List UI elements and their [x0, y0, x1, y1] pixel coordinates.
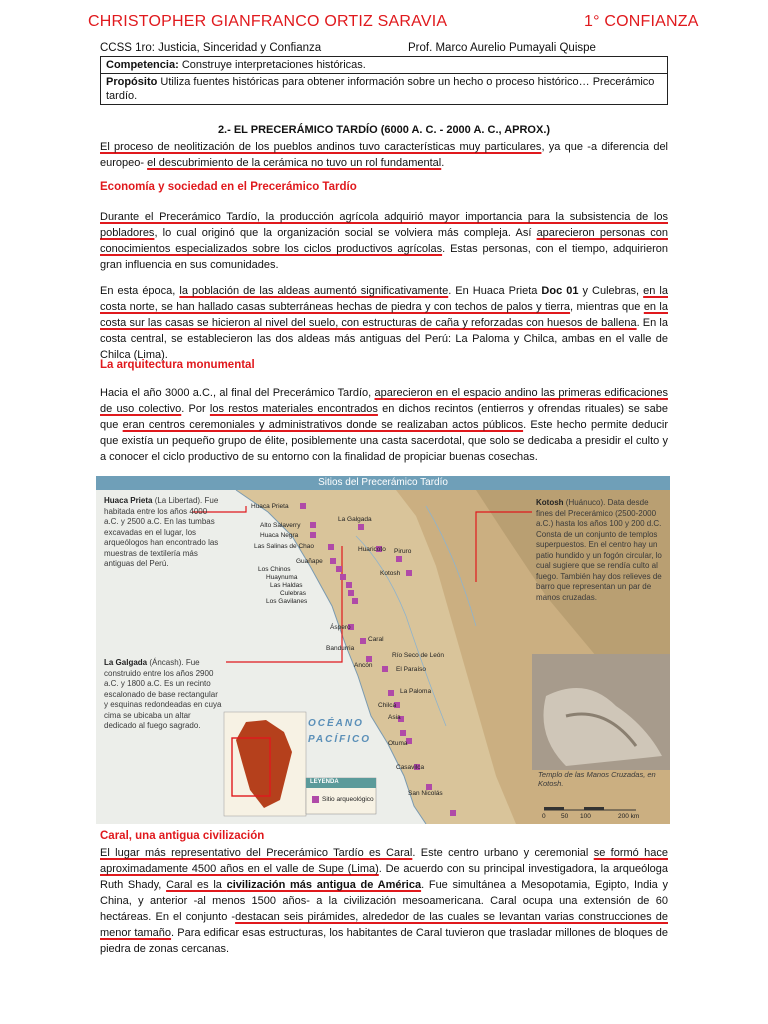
arch-text-3: en dichos recintos (entierros y ofrendas rituales) se sabe que	[100, 403, 668, 431]
economy-text-1: , lo cual originó que la organización social se volviera más compleja. Así	[154, 227, 537, 239]
scale-100: 100	[580, 813, 591, 820]
la-galgada-region: (Áncash).	[147, 658, 184, 667]
site-label: El Paraíso	[396, 666, 426, 673]
architecture-heading: La arquitectura monumental	[100, 359, 255, 371]
arch-text-2: . Por	[181, 403, 210, 415]
economy-text-4: . En Huaca Prieta	[448, 285, 542, 297]
caral-highlight-1: El lugar más representativo del Precerámico Tardío es Caral	[100, 847, 413, 859]
competence-box	[100, 56, 668, 105]
site-label: Culebras	[280, 590, 307, 597]
purpose-text: Utiliza fuentes históricas para obtener información sobre un hecho o proceso histórico… Precerámico tardío.	[106, 76, 655, 102]
intro-highlight-1: El proceso de neolitización de los pueblos andinos tuvo características muy particulares	[100, 141, 542, 153]
site-label: Asia	[388, 714, 401, 721]
teacher-label: Prof. Marco Aurelio Pumayali Quispe	[408, 42, 596, 54]
legend-title: LEYENDA	[310, 779, 339, 785]
economy-highlight-3: la población de las aldeas aumentó significativamente	[179, 285, 449, 297]
caral-text-1: . Este centro urbano y ceremonial	[412, 847, 594, 859]
section-title: 2.- EL PRECERÁMICO TARDÍO (6000 A. C. - 2000 A. C., APROX.)	[217, 124, 551, 136]
economy-heading: Economía y sociedad en el Precerámico Tardío	[100, 181, 357, 193]
economy-text-5: y Culebras,	[578, 285, 644, 297]
huaca-prieta-note	[104, 496, 224, 570]
economy-paragraph-2	[100, 283, 668, 363]
economy-text-2: . Estas personas, con el tiempo, adquirieron gran influencia en sus comunidades.	[100, 243, 668, 271]
caral-text-3: . Fue simultánea a Mesopotamia, Egipto, India y China, y anterior -al menos 1500 años- a la civilización mesoamericana. Caral ocupa una extensión de 60 hectáreas. En el conjunto -	[100, 879, 668, 923]
huaca-prieta-name: Huaca Prieta	[104, 496, 153, 505]
kotosh-region: (Huánuco).	[563, 498, 606, 507]
site-label: Kotosh	[380, 570, 401, 577]
scale-0: 0	[542, 813, 546, 820]
caral-highlight-4: civilización más antigua de América	[226, 879, 422, 891]
purpose-label: Propósito	[106, 76, 158, 88]
kotosh-name: Kotosh	[536, 498, 564, 507]
competence-text: Construye interpretaciones históricas.	[181, 59, 366, 71]
photo-caption: Templo de las Manos Cruzadas, en Kotosh.	[538, 770, 656, 788]
site-label: Alto Salaverry	[260, 522, 301, 529]
kotosh-text: Data desde fines del Precerámico (2500-2000 a.C.) hasta los años 100 y 200 d.C. Consta de un conjunto de templos superpuestos. En el centro hay un patio hundido y un fogón circular, lo cual sugiere que se rendía culto al fuego. También hay dos relieves de barro que representan un par de manos cruzadas.	[536, 498, 662, 602]
site-label: Huaca Negra	[260, 532, 299, 539]
map-title: Sitios del Precerámico Tardío	[96, 476, 670, 490]
intro-text-2: .	[441, 157, 445, 169]
ocean-label-1: OCÉANO	[308, 718, 364, 729]
site-label: Guañape	[296, 558, 323, 565]
arch-text-1: Hacia el año 3000 a.C., al final del Precerámico Tardío,	[100, 387, 375, 399]
site-label: Las Haldas	[270, 582, 303, 589]
site-label: Bandurria	[326, 645, 355, 652]
economy-highlight-2: aparecieron personas con conocimientos especializados sobre los ciclos productivos agrícolas	[100, 227, 668, 255]
architecture-paragraph	[100, 385, 668, 465]
site-label: Chilca	[378, 702, 397, 709]
huaca-prieta-region: (La Libertad).	[152, 496, 203, 505]
site-label: La Galgada	[338, 516, 372, 523]
economy-text-6: , mientras que	[570, 301, 644, 313]
site-label: Otuma	[388, 740, 408, 747]
kotosh-note	[536, 498, 666, 603]
caral-highlight-2: se formó hace aproximadamente 4500 años en el valle de Supe (Lima)	[100, 847, 669, 875]
ocean-label-2: PACÍFICO	[308, 734, 372, 745]
caral-highlight-3: Caral es la	[166, 879, 227, 891]
la-galgada-name: La Galgada	[104, 658, 148, 667]
arch-text-4: . Este hecho permite deducir que existía un pequeño grupo de élite, posiblemente una casta sacerdotal, que solo se dedicaba a presidir el culto y a conocer el ciclo productivo de su entorno con la finalidad de propiciar buenas cosechas.	[100, 419, 668, 463]
site-label: Huaricoto	[358, 546, 386, 553]
huaca-prieta-text: Fue habitada entre los años 4000 a.C. y 2500 a.C. En las tumbas excavadas en el lugar, los arqueólogos han encontrado las muestras de textilería más antiguas del Perú.	[104, 496, 219, 568]
economy-highlight-5: en la costa sur las casas se hicieron al nivel del suelo, con estructuras de caña y reforzadas con huesos de ballena	[100, 301, 668, 329]
site-label: Huaca Prieta	[251, 503, 289, 510]
site-label: Huaynuma	[266, 574, 298, 581]
scale-200: 200 km	[618, 813, 640, 820]
competence-label: Competencia:	[106, 59, 179, 71]
grade-label: 1° CONFIANZA	[584, 13, 699, 30]
economy-highlight-4: en la costa norte, se han hallado casas subterráneas hechas de piedra y con techos de palos y tierra	[100, 285, 668, 313]
doc-ref: Doc 01	[541, 285, 579, 297]
site-label: Los Gavilanes	[266, 598, 308, 605]
intro-paragraph	[100, 139, 668, 171]
competence-row	[101, 57, 667, 74]
intro-highlight-2: el descubrimiento de la cerámica no tuvo un rol fundamental	[147, 157, 442, 169]
site-label: Ancón	[354, 662, 373, 669]
arch-highlight-2: los restos materiales encontrados	[209, 403, 378, 415]
student-name: CHRISTOPHER GIANFRANCO ORTIZ SARAVIA	[88, 13, 448, 30]
site-label: San Nicolás	[408, 790, 443, 797]
la-galgada-note	[104, 658, 224, 732]
site-label: Las Salinas de Chao	[254, 543, 314, 550]
caral-heading: Caral, una antigua civilización	[100, 830, 265, 842]
course-label: CCSS 1ro: Justicia, Sinceridad y Confianza	[100, 42, 322, 54]
arch-highlight-1: aparecieron en el espacio andino las primeras edificaciones de uso colectivo	[100, 387, 669, 415]
purpose-row	[101, 74, 667, 104]
site-label: Los Chinos	[258, 566, 291, 573]
intro-text-1: , ya que -a diferencia del europeo-	[100, 141, 668, 169]
site-label: Piruro	[394, 548, 412, 555]
caral-text-4: . Para edificar esas estructuras, los habitantes de Caral tuvieron que trasladar millones de bloques de piedra de zonas cercanas.	[100, 927, 668, 955]
economy-text-7: . En la costa central, se establecieron las dos aldeas más antiguas del Perú: La Paloma y Chilca, ambas en el valle de Chilca (Lima).	[100, 317, 668, 361]
economy-paragraph-1	[100, 209, 668, 273]
caral-text-2: . De acuerdo con su principal investigadora, la arqueóloga Ruth Shady,	[100, 863, 668, 891]
la-galgada-text: Fue construido entre los años 2900 a.C. y 1800 a.C. Es un recinto escalonado de base rectangular y esquinas redondeadas en cuya cima se ubicaba un altar dedicado al fuego sagrado.	[104, 658, 222, 730]
arch-highlight-3: eran centros ceremoniales y administrativos donde se realizaban actos públicos	[122, 419, 524, 431]
legend-item: Sitio arqueológico	[322, 796, 374, 803]
site-label: Áspero	[330, 624, 351, 631]
map-figure	[96, 476, 670, 824]
site-label: La Paloma	[400, 688, 432, 695]
caral-paragraph	[100, 845, 668, 957]
caral-highlight-5: destacan seis pirámides, alrededor de las cuales se levantan varias construcciones de menor tamaño	[100, 911, 668, 939]
economy-text-3: En esta época,	[100, 285, 180, 297]
site-label: Caral	[368, 636, 384, 643]
scale-50: 50	[561, 813, 569, 820]
economy-highlight-1: Durante el Precerámico Tardío, la producción agrícola adquirió mayor importancia para la subsistencia de los pobladores	[100, 211, 668, 239]
site-label: Casavilca	[396, 764, 425, 771]
site-label: Río Seco de León	[392, 652, 445, 659]
